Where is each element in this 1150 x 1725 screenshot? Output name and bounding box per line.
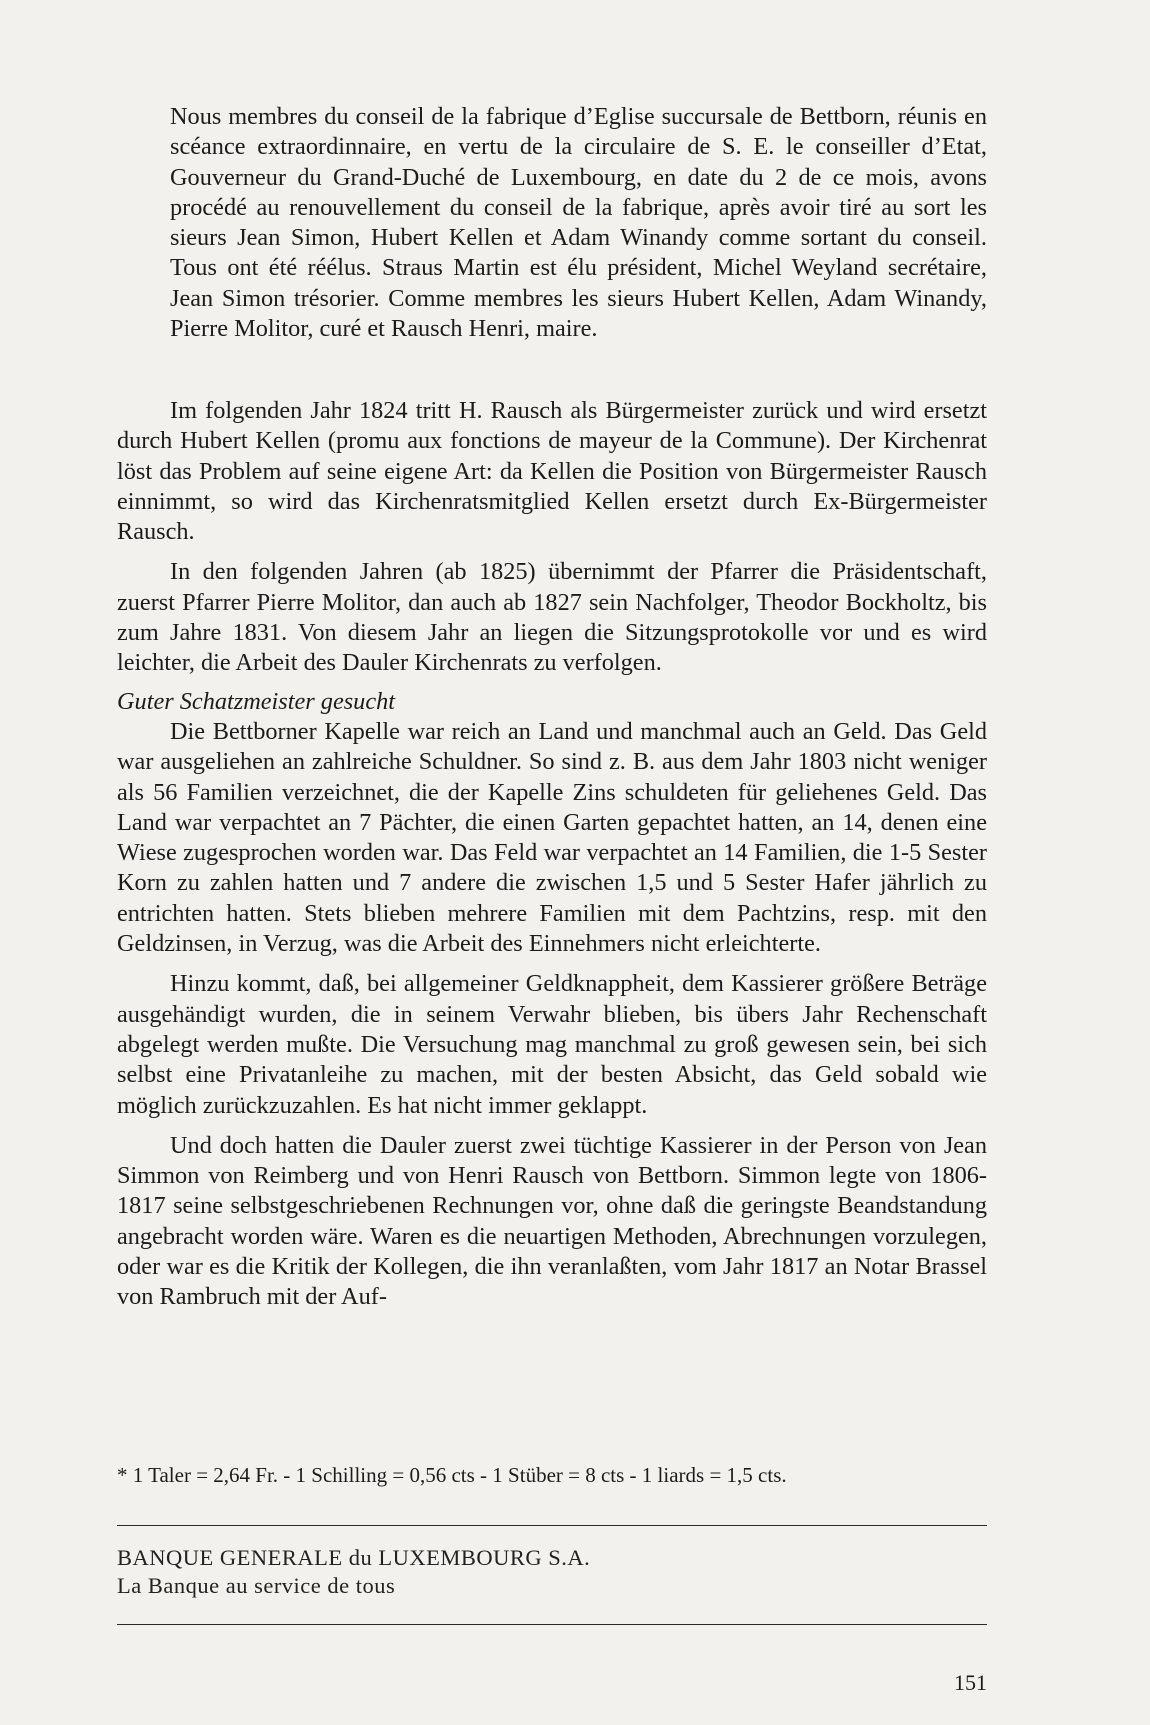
divider-top <box>117 1525 987 1526</box>
section-heading: Guter Schatzmeister gesucht <box>117 687 396 715</box>
main-text <box>117 396 987 1313</box>
quote-paragraph: Nous membres du conseil de la fabrique d’Eglise succursale de Bettborn, réunis en scéance extraordinnaire, en vertu de la circulaire de S. E. le conseiller d’Etat, Gouverneur du Grand-Duché de Luxembourg, en date du 2 de ce mois, avons procédé au renouvellement du conseil de la fabrique, après avoir tiré au sort les sieurs Jean Simon, Hubert Kellen et Adam Winandy comme sortant du conseil. Tous ont été réélus. Straus Martin est élu président, Michel Weyland secrétaire, Jean Simon trésorier. Comme membres les sieurs Hubert Kellen, Adam Winandy, Pierre Molitor, curé et Rausch Henri, maire. <box>170 103 987 343</box>
french-quote-block <box>170 102 987 344</box>
bank-slogan: La Banque au service de tous <box>117 1573 396 1598</box>
footnote: * 1 Taler = 2,64 Fr. - 1 Schilling = 0,56 cts - 1 Stüber = 8 cts - 1 liards = 1,5 cts. <box>117 1463 787 1487</box>
paragraph-1824: Im folgenden Jahr 1824 tritt H. Rausch als Bürgermeister zurück und wird ersetzt durch Hubert Kellen (promu aux fonctions de mayeur de la Commune). Der Kirchenrat löst das Problem auf seine eigene Art: da Kellen die Position von Bürgermeister Rausch einnimmt, so wird das Kirchenratsmitglied Kellen ersetzt durch Ex-Bürgermeister Rausch. <box>117 397 987 546</box>
paragraph-geldknappheit: Hinzu kommt, daß, bei allgemeiner Geldknappheit, dem Kassierer größere Beträge ausgehändigt wurden, die in seinem Verwahr blieben, bis übers Jahr Rechenschaft abgelegt werden mußte. Die Versuchung mag manchmal zu groß gewesen sein, bei sich selbst eine Privatanleihe zu machen, mit der besten Absicht, das Geld sobald wie möglich zurückzuzahlen. Es hat nicht immer geklappt. <box>117 970 987 1119</box>
paragraph-1825: In den folgenden Jahren (ab 1825) übernimmt der Pfarrer die Präsidentschaft, zuerst Pfarrer Pierre Molitor, dan auch ab 1827 sein Nachfolger, Theodor Bockholtz, bis zum Jahre 1831. Von diesem Jahr an liegen die Sitzungsprotokolle vor und es wird leichter, die Arbeit des Dauler Kirchenrats zu verfolgen. <box>117 558 987 677</box>
page-number: 151 <box>954 1670 987 1695</box>
divider-bottom <box>117 1624 987 1625</box>
paragraph-kassierer: Und doch hatten die Dauler zuerst zwei tüchtige Kassierer in der Person von Jean Simmon von Reimberg und von Henri Rausch von Bettborn. Simmon legte von 1806-1817 seine selbstgeschriebenen Rechnungen vor, ohne daß die geringste Beandstandung angebracht worden wäre. Waren es die neuartigen Methoden, Abrechnungen vorzulegen, oder war es die Kritik der Kollegen, die ihn veranlaßten, vom Jahr 1817 an Notar Brassel von Rambruch mit der Auf- <box>117 1131 987 1311</box>
paragraph-kapelle: Die Bettborner Kapelle war reich an Land und manchmal auch an Geld. Das Geld war ausgeliehen an zahlreiche Schuldner. So sind z. B. aus dem Jahr 1803 nicht weniger als 56 Familien verzeichnet, die der Kapelle Zins schuldeten für geliehenes Geld. Das Land war verpachtet an 7 Pächter, die einen Garten gepachtet hatten, an 14, denen eine Wiese zugesprochen worden war. Das Feld war verpachtet an 14 Familien, die 1-5 Sester Korn zu zahlen hatten und 7 andere die zwischen 1,5 und 5 Sester Hafer jährlich zu entrichten hatten. Stets blieben mehrere Familien mit dem Pachtzins, resp. mit den Geldzinsen, in Verzug, was die Arbeit des Einnehmers nicht erleichterte. <box>117 717 987 958</box>
bank-name: BANQUE GENERALE du LUXEMBOURG S.A. <box>117 1545 591 1570</box>
bank-advertisement <box>117 1544 987 1600</box>
